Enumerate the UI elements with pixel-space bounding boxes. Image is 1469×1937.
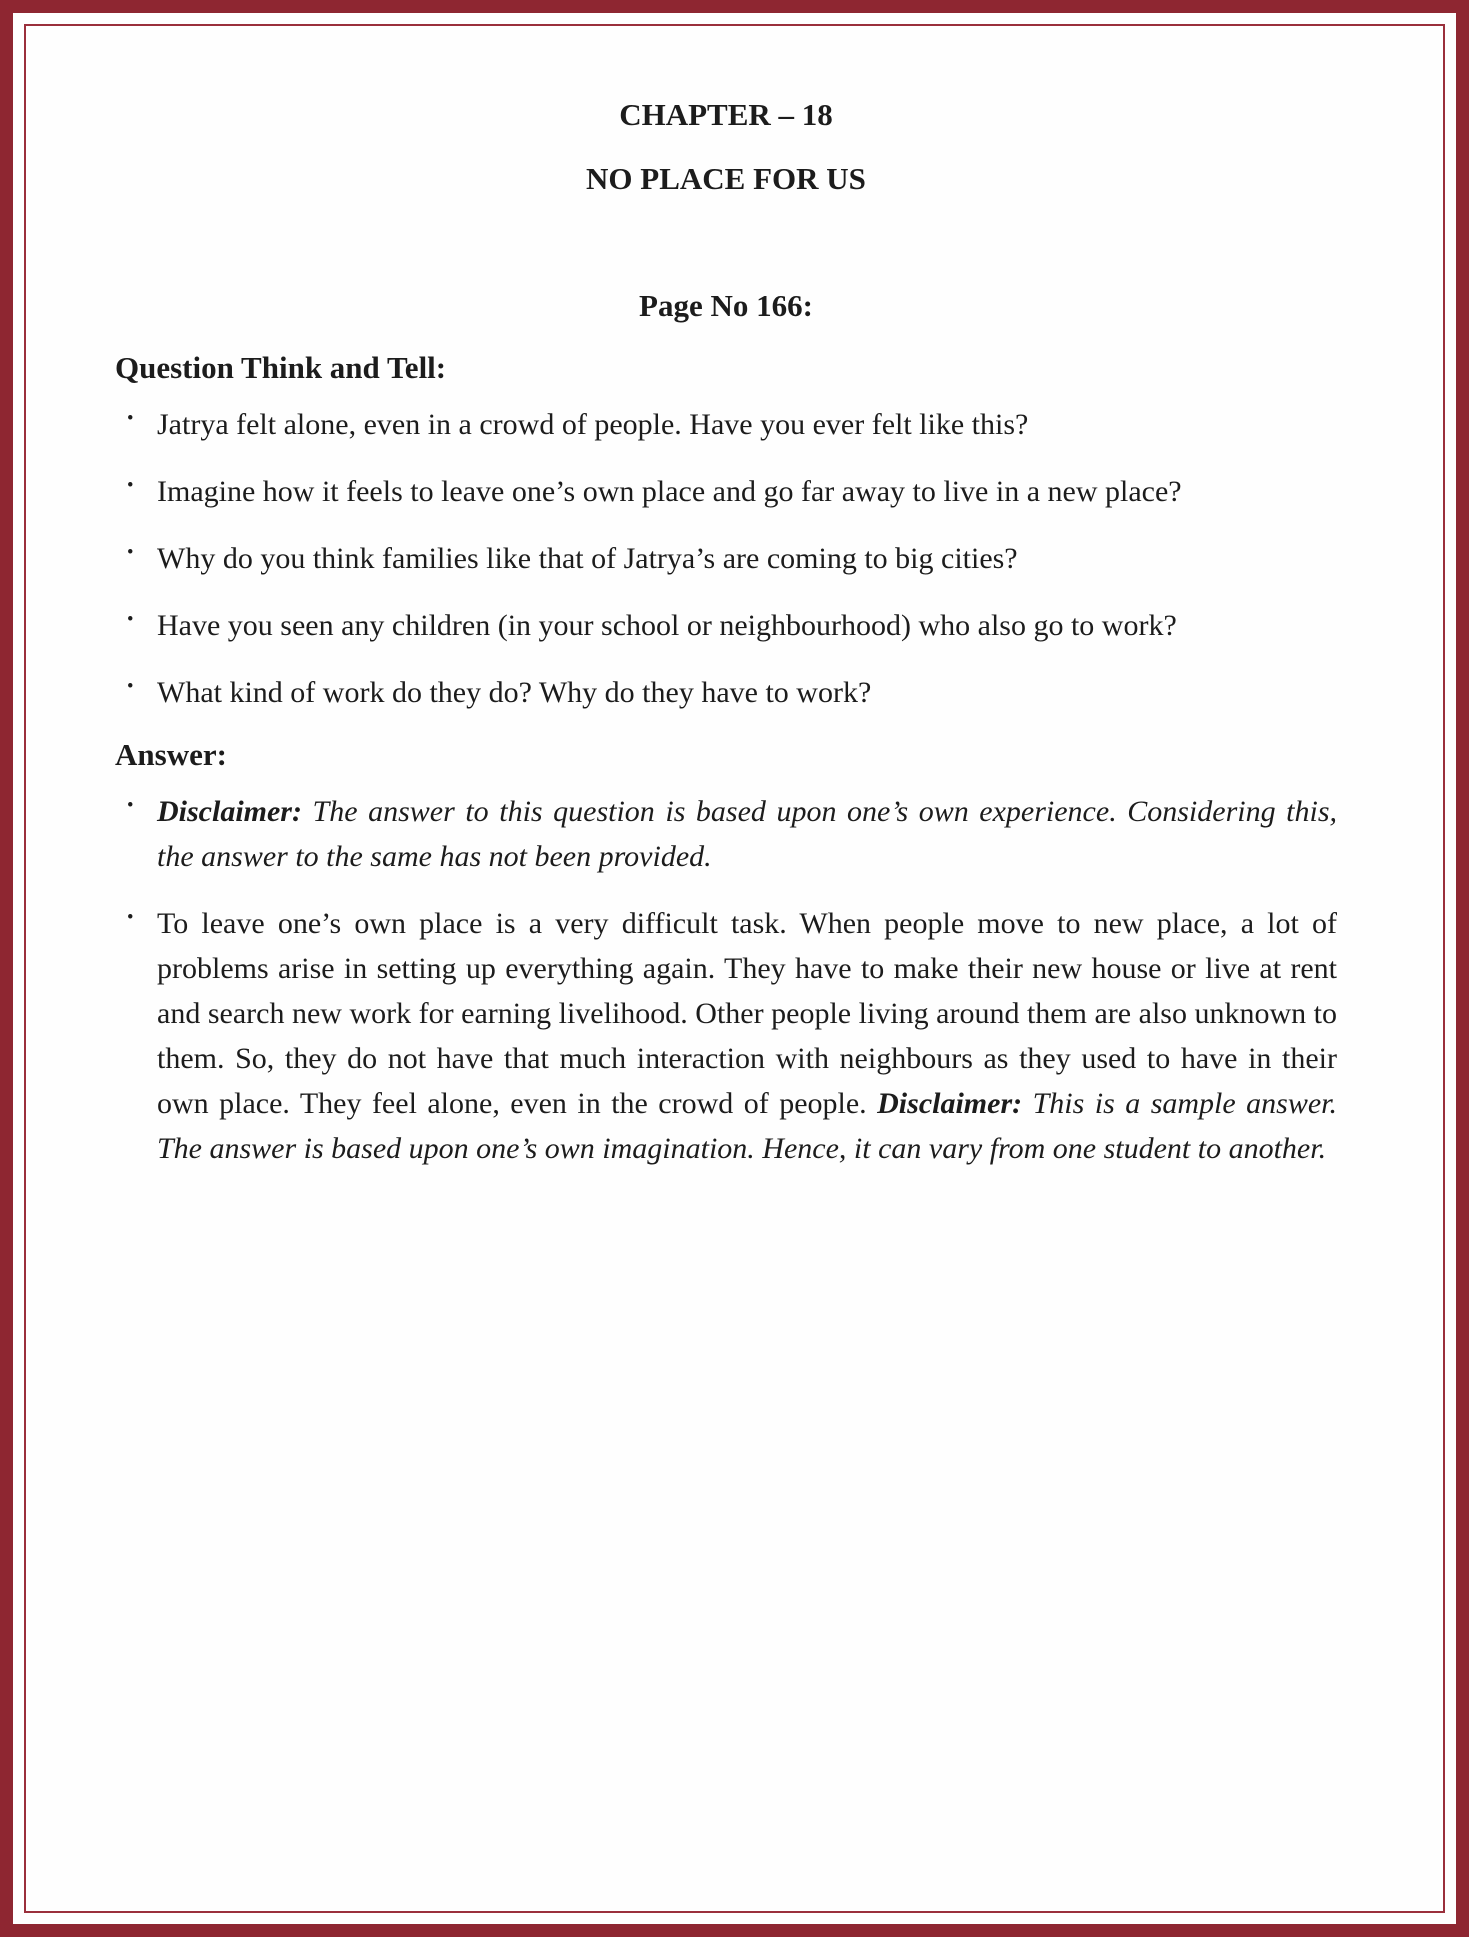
answer-item bbox=[115, 901, 1337, 1171]
answer-item bbox=[115, 789, 1337, 879]
chapter-subtitle: NO PLACE FOR US bbox=[586, 161, 866, 197]
page-number-heading: Page No 166: bbox=[639, 287, 813, 323]
page-content bbox=[115, 95, 1337, 1877]
question-item: • Jatrya felt alone, even in a crowd of people. Have you ever felt like this? bbox=[115, 402, 1337, 447]
question-item: • Have you seen any children (in your school or neighbourhood) who also go to work? bbox=[115, 603, 1337, 648]
question-item: • Imagine how it feels to leave one’s own place and go far away to live in a new place? bbox=[115, 469, 1337, 514]
text-segment: Disclaimer: bbox=[157, 794, 313, 828]
text-segment: The answer to this question is based upon one’s own experience. Considering this, the answer to the same has not been provided. bbox=[157, 794, 1337, 873]
answer-heading: Answer: bbox=[115, 736, 227, 772]
question-item: • What kind of work do they do? Why do they have to work? bbox=[115, 670, 1337, 715]
question-item: • Why do you think families like that of Jatrya’s are coming to big cities? bbox=[115, 536, 1337, 581]
answer-list bbox=[115, 789, 1337, 1171]
question-list bbox=[115, 402, 1337, 715]
text-segment: This is a sample answer. The answer is based upon one’s own imagination. Hence, it can vary from one student to another. bbox=[157, 1086, 1338, 1165]
question-heading: Question Think and Tell: bbox=[115, 349, 447, 385]
text-segment: To leave one’s own place is a very difficult task. When people move to new place, a lot of problems arise in setting up everything again. They have to make their new house or live at rent and search new work for earning livelihood. Other people living around them are also unknown to them. So, they do not have that much interaction with neighbours as they used to have in their own place. They feel alone, even in the crowd of people. bbox=[157, 906, 1337, 1120]
chapter-title: CHAPTER – 18 bbox=[619, 97, 833, 132]
text-segment: Disclaimer: bbox=[877, 1086, 1033, 1120]
